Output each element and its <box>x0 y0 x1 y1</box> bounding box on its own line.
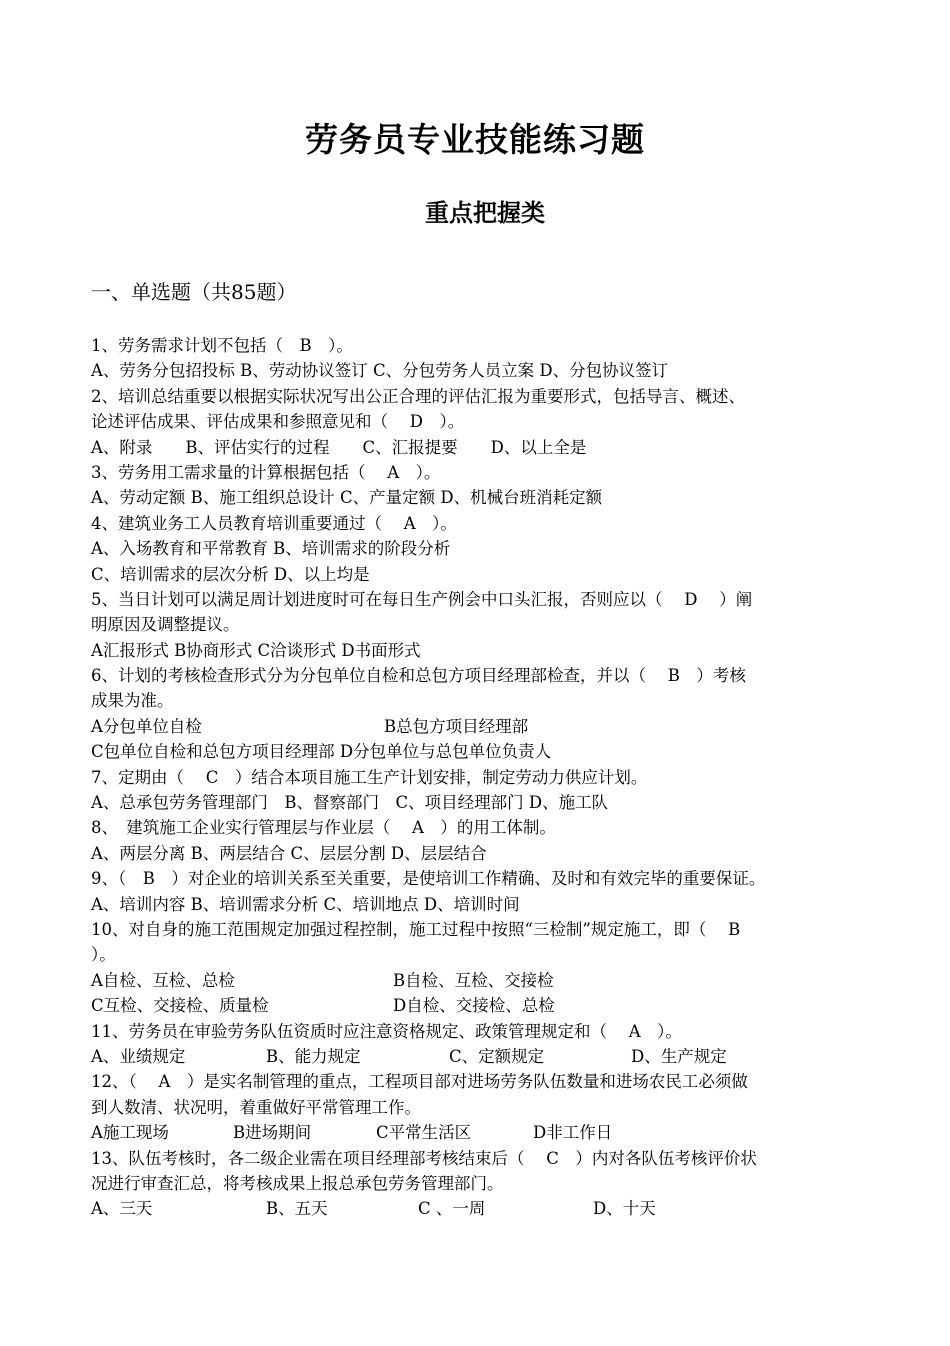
answer-options <box>91 968 861 993</box>
answer-options: A、劳务分包招投标 B、劳动协议签订 C、分包劳务人员立案 D、分包协议签订 <box>91 361 669 381</box>
section-heading: 一、单选题（共85题） <box>91 280 297 304</box>
question-text: ）。 <box>91 945 116 965</box>
answer-options: C、培训需求的层次分析 D、以上均是 <box>91 564 370 584</box>
option-d: D、十天 <box>593 1199 656 1219</box>
answer-options: A汇报形式 B协商形式 C洽谈形式 D书面形式 <box>91 640 421 660</box>
option-a: A施工现场 <box>91 1123 169 1143</box>
document-title: 劳务员专业技能练习题 <box>305 120 645 159</box>
answer-options: A、入场教育和平常教育 B、培训需求的阶段分析 <box>91 539 451 559</box>
question-text: 况进行审查汇总，将考核成果上报总承包劳务管理部门。 <box>91 1173 504 1193</box>
answer-options: A、两层分离 B、两层结合 C、层层分割 D、层层结合 <box>91 843 487 863</box>
document-subtitle: 重点把握类 <box>425 199 545 227</box>
option-a: A、三天 <box>91 1199 153 1219</box>
option-b: B总包方项目经理部 <box>384 716 529 736</box>
option-b: B进场期间 <box>233 1123 312 1143</box>
question-text: 8、 建筑施工企业实行管理层与作业层（ A ）的用工体制。 <box>91 818 556 838</box>
question-text: 11、劳务员在审验劳务队伍资质时应注意资格规定、政策管理规定和（ A ）。 <box>91 1021 682 1041</box>
question-text: 到人数清、状况明，着重做好平常管理工作。 <box>91 1097 421 1117</box>
question-text: 5、当日计划可以满足周计划进度时可在每日生产例会中口头汇报，否则应以（ D ）阐 <box>91 589 753 609</box>
question-text: 明原因及调整提议。 <box>91 615 240 635</box>
answer-options <box>91 714 861 739</box>
question-text: 2、培训总结重要以根据实际状况写出公正合理的评估汇报为重要形式，包括导言、概述、 <box>91 386 745 406</box>
option-b: B自检、互检、交接检 <box>393 970 554 990</box>
option-a: A、业绩规定 <box>91 1046 186 1066</box>
option-c: C互检、交接检、质量检 <box>91 996 269 1016</box>
option-a: A分包单位自检 <box>91 716 202 736</box>
question-text: 成果为准。 <box>91 691 174 711</box>
answer-options: A、培训内容 B、培训需求分析 C、培训地点 D、培训时间 <box>91 894 520 914</box>
answer-options <box>91 1196 861 1221</box>
question-text: 10、对自身的施工范围规定加强过程控制，施工过程中按照“三检制”规定施工，即（ B <box>91 919 741 939</box>
question-text: 7、定期由（ C ）结合本项目施工生产计划安排，制定劳动力供应计划。 <box>91 767 648 787</box>
question-text: 1、劳务需求计划不包括（ B ）。 <box>91 336 353 355</box>
option-c: C 、一周 <box>418 1199 486 1219</box>
option-d: D、生产规定 <box>631 1046 727 1066</box>
option-b: B、能力规定 <box>266 1046 361 1066</box>
option-d: D自检、交接检、总检 <box>393 996 555 1016</box>
answer-options: A、劳动定额 B、施工组织总设计 C、产量定额 D、机械台班消耗定额 <box>91 488 603 508</box>
option-b: B、五天 <box>266 1199 328 1219</box>
question-text: 4、建筑业务工人员教育培训重要通过（ A ）。 <box>91 513 457 533</box>
option-c: C、定额规定 <box>449 1046 545 1066</box>
answer-options: C包单位自检和总包方项目经理部 D分包单位与总包单位负责人 <box>91 742 552 762</box>
answer-options <box>91 1044 861 1069</box>
question-text: 3、劳务用工需求量的计算根据包括（ A ）。 <box>91 462 441 482</box>
option-a: A自检、互检、总检 <box>91 970 235 990</box>
question-text: 12、（ A ）是实名制管理的重点，工程项目部对进场劳务队伍数量和进场农民工必须做 <box>91 1072 748 1092</box>
question-text: 论述评估成果、评估成果和参照意见和（ D ）。 <box>91 412 465 432</box>
answer-options: A、附录 B、评估实行的过程 C、汇报提要 D、以上全是 <box>91 437 587 457</box>
question-text: 6、计划的考核检查形式分为分包单位自检和总包方项目经理部检查，并以（ B ）考核 <box>91 666 746 686</box>
question-list <box>91 333 861 1222</box>
option-c: C平常生活区 <box>376 1123 472 1143</box>
option-d: D非工作日 <box>533 1123 613 1143</box>
question-text: 13、队伍考核时，各二级企业需在项目经理部考核结束后（ C ）内对各队伍考核评价状 <box>91 1148 757 1168</box>
answer-options <box>91 1120 861 1145</box>
answer-options: A、总承包劳务管理部门 B、督察部门 C、项目经理部门 D、施工队 <box>91 793 609 813</box>
answer-options <box>91 993 861 1018</box>
question-text: 9、（ B ）对企业的培训关系至关重要，是使培训工作精确、及时和有效完毕的重要保证。 <box>91 869 766 889</box>
